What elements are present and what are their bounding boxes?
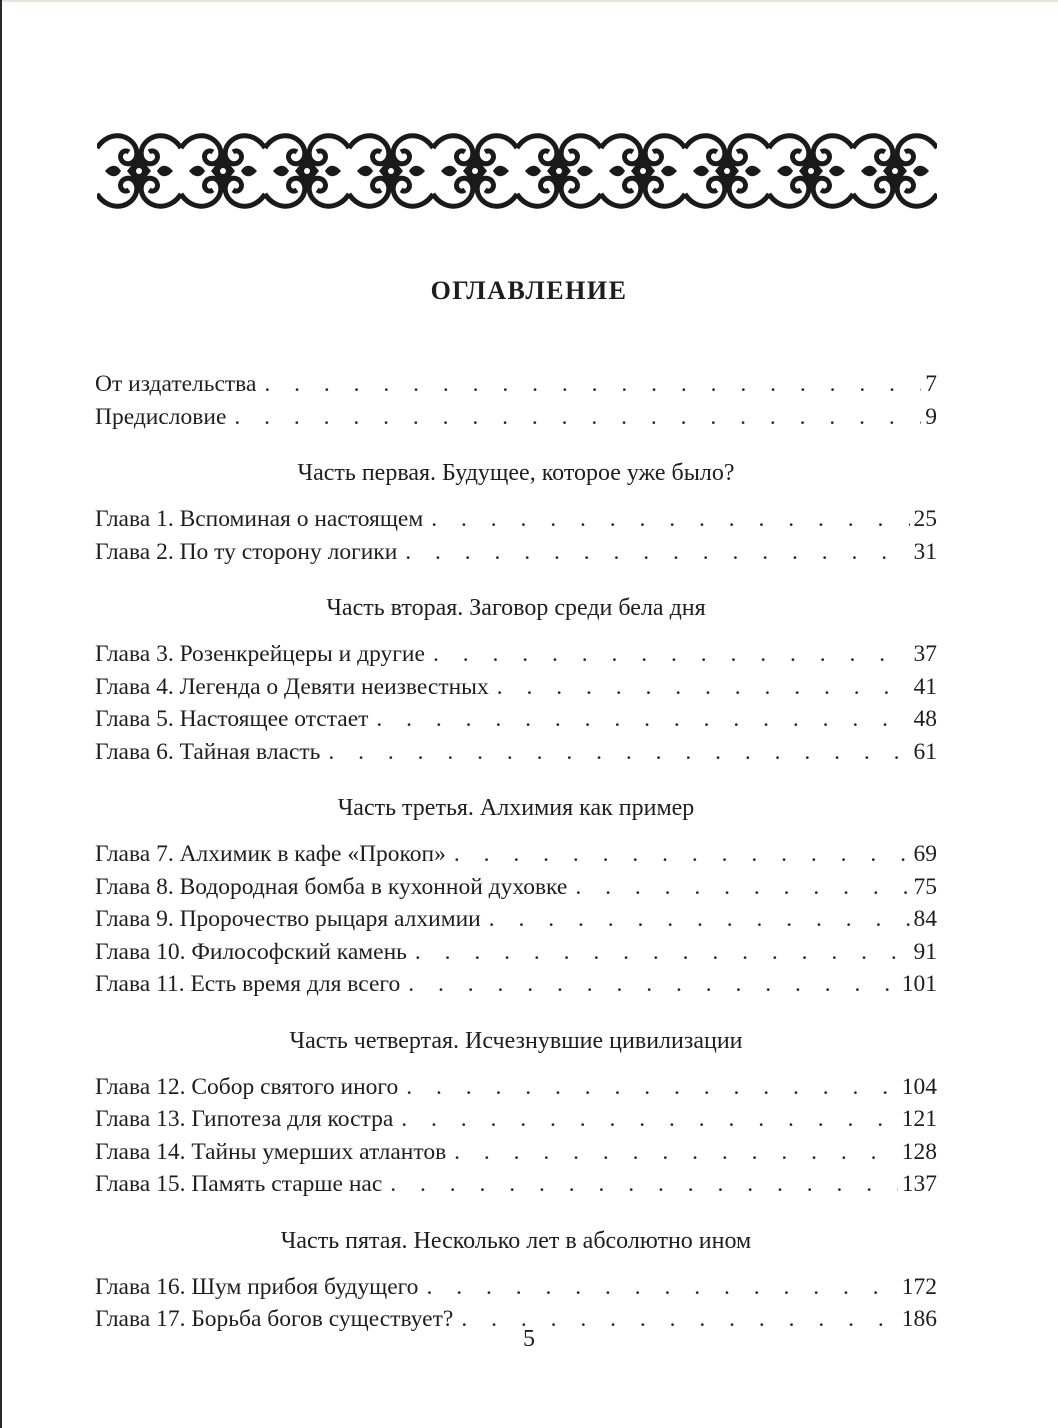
toc-entry-page: 75: [913, 873, 937, 900]
toc-entry-page: 37: [913, 641, 937, 667]
page-number: 5: [523, 1326, 535, 1352]
toc-entry-chapter-6[interactable]: [95, 736, 937, 769]
toc-entry-page: 101: [901, 971, 937, 997]
toc-entry-label: Глава 10. Философский камень: [95, 938, 407, 965]
toc-entry-label: Глава 11. Есть время для всего: [95, 971, 401, 997]
toc-entry-page: 9: [925, 403, 937, 430]
toc-entry-label: Глава 13. Гипотеза для костра: [95, 1106, 394, 1132]
toc-entry-chapter-12[interactable]: [95, 1071, 937, 1104]
toc-entry-page: 25: [913, 506, 937, 532]
toc-entry-chapter-14[interactable]: [95, 1136, 937, 1169]
toc-entry-chapter-15[interactable]: [95, 1168, 937, 1201]
toc-entry-page: 61: [913, 738, 937, 765]
toc-entry-label: Глава 8. Водородная бомба в кухонной духовке: [95, 873, 568, 900]
dot-leader: [405, 536, 909, 569]
page-top-edge: [0, 0, 1058, 2]
toc-entry-publisher-note[interactable]: [95, 368, 937, 401]
toc-entry-chapter-16[interactable]: [95, 1271, 937, 1304]
toc-entry-page: 31: [913, 538, 937, 565]
toc-entry-label: Глава 4. Легенда о Девяти неизвестных: [95, 673, 489, 700]
dot-leader: [497, 671, 910, 704]
toc-entry-chapter-4[interactable]: [95, 671, 937, 704]
toc-entry-chapter-2[interactable]: [95, 536, 937, 569]
toc-entry-label: Глава 3. Розенкрейцеры и другие: [95, 641, 425, 667]
toc-entry-page: 128: [901, 1138, 937, 1165]
toc-entry-label: Глава 5. Настоящее отстает: [95, 706, 369, 732]
toc-entry-chapter-13[interactable]: [95, 1103, 937, 1136]
toc-entry-label: Глава 7. Алхимик в кафе «Прокоп»: [95, 841, 446, 867]
dot-leader: [376, 703, 909, 736]
toc-entry-chapter-10[interactable]: [95, 936, 937, 969]
dot-leader: [431, 503, 909, 536]
toc-entry-label: Глава 1. Вспоминая о настоящем: [95, 506, 424, 532]
toc-entry-label: Глава 14. Тайны умерших атлантов: [95, 1138, 447, 1165]
toc-entry-page: 121: [901, 1106, 937, 1132]
toc-entry-page: 137: [901, 1171, 937, 1197]
toc-entry-label: Глава 17. Борьба богов существует?: [95, 1306, 454, 1332]
toc-entry-chapter-7[interactable]: [95, 838, 937, 871]
toc-entry-page: 91: [913, 938, 937, 965]
toc-entry-chapter-8[interactable]: [95, 871, 937, 904]
table-of-contents: [95, 368, 937, 1336]
dot-leader: [328, 736, 909, 769]
toc-entry-chapter-11[interactable]: [95, 968, 937, 1001]
toc-entry-page: 172: [901, 1273, 937, 1300]
dot-leader: [264, 368, 921, 401]
toc-entry-page: 41: [913, 673, 937, 700]
dot-leader: [433, 638, 910, 671]
dot-leader: [234, 401, 921, 434]
toc-entry-chapter-3[interactable]: [95, 638, 937, 671]
toc-entry-page: 104: [901, 1073, 937, 1100]
dot-leader: [406, 1071, 898, 1104]
part-heading-5[interactable]: Часть пятая. Несколько лет в абсолютно ином: [280, 1227, 752, 1254]
dot-leader: [408, 968, 898, 1001]
part-heading-1[interactable]: Часть первая. Будущее, которое уже было?: [297, 460, 735, 486]
toc-entry-page: 48: [913, 706, 937, 732]
page-left-edge: [0, 0, 2, 1428]
dot-leader: [426, 1271, 897, 1304]
toc-entry-label: От издательства: [95, 371, 257, 397]
dot-leader: [401, 1103, 897, 1136]
dot-leader: [415, 936, 910, 969]
decorative-border-ornament: [97, 128, 937, 214]
toc-entry-label: Глава 2. По ту сторону логики: [95, 538, 398, 565]
dot-leader: [454, 838, 910, 871]
toc-entry-page: 7: [925, 371, 937, 397]
toc-entry-label: Глава 9. Пророчество рыцаря алхимии: [95, 906, 481, 932]
toc-title: ОГЛАВЛЕНИЕ: [430, 276, 628, 305]
part-heading-3[interactable]: Часть третья. Алхимия как пример: [337, 795, 695, 821]
toc-entry-label: Предисловие: [95, 403, 227, 430]
part-heading-2[interactable]: Часть вторая. Заговор среди бела дня: [326, 595, 706, 621]
toc-entry-chapter-1[interactable]: [95, 503, 937, 536]
toc-entry-page: 84: [913, 906, 937, 932]
toc-entry-label: Глава 12. Собор святого иного: [95, 1073, 399, 1100]
toc-entry-label: Глава 15. Память старше нас: [95, 1171, 383, 1197]
dot-leader: [390, 1168, 897, 1201]
dot-leader: [575, 871, 909, 904]
toc-entry-chapter-9[interactable]: [95, 903, 937, 936]
toc-entry-preface[interactable]: [95, 401, 937, 434]
toc-entry-label: Глава 16. Шум прибоя будущего: [95, 1273, 419, 1300]
toc-entry-label: Глава 6. Тайная власть: [95, 738, 321, 765]
part-heading-4[interactable]: Часть четвертая. Исчезнувшие цивилизации: [289, 1027, 743, 1054]
dot-leader: [454, 1136, 898, 1169]
dot-leader: [489, 903, 910, 936]
toc-entry-chapter-5[interactable]: [95, 703, 937, 736]
toc-entry-page: 69: [913, 841, 937, 867]
toc-entry-page: 186: [901, 1306, 937, 1332]
